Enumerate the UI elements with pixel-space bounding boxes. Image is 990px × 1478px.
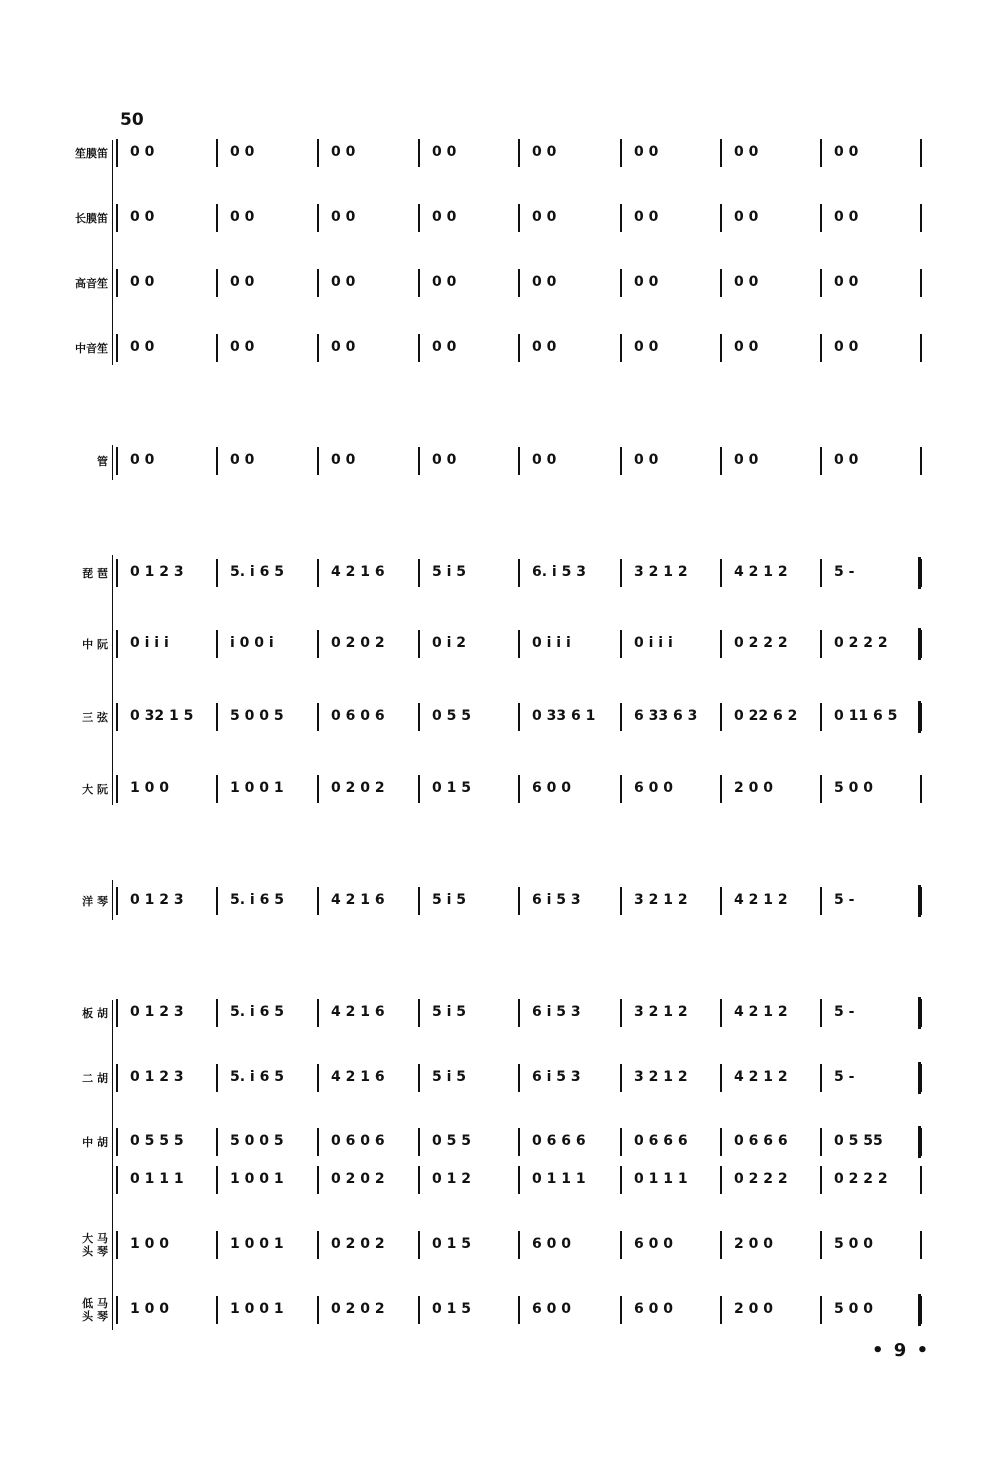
barline [720,1064,722,1092]
measure-notes: 0 0 [532,144,557,160]
barline [317,703,319,731]
barline [418,630,420,658]
measure-notes: 0 33 6 1 [532,708,596,724]
barline [920,1231,922,1259]
measure-notes: 0 0 [532,452,557,468]
measure-notes: 0 0 [834,274,859,290]
system-bracket [112,880,113,920]
barline [820,775,822,803]
barline [820,630,822,658]
measure-notes: 5 0 0 5 [230,1133,284,1149]
measure-notes: 5. i 6 5 [230,564,284,580]
measure-notes: 0 2 2 2 [834,635,888,651]
measure-notes: 5. i 6 5 [230,1004,284,1020]
measure-notes: 0 0 [130,209,155,225]
barline [216,1128,218,1156]
end-barline [918,1126,921,1158]
instrument-label: 洋 琴 [82,894,108,908]
barline [216,630,218,658]
barline [920,1166,922,1194]
barline [820,703,822,731]
staff-start-bar [116,1064,118,1092]
measure-notes: 0 2 0 2 [331,1301,385,1317]
measure-notes: 0 i i i [634,635,673,651]
barline [820,269,822,297]
barline [317,775,319,803]
measure-notes: 0 0 [634,452,659,468]
barline [216,999,218,1027]
measure-notes: 0 0 [734,452,759,468]
barline [418,204,420,232]
measure-notes: 0 0 [734,274,759,290]
measure-notes: 0 0 [734,209,759,225]
system-bracket [112,555,113,805]
barline [720,1128,722,1156]
measure-notes: 5 i 5 [432,564,467,580]
barline [317,139,319,167]
instrument-label: 低 马 头 琴 [82,1297,108,1323]
barline [820,559,822,587]
measure-notes: 0 2 0 2 [331,635,385,651]
barline [518,775,520,803]
barline [317,1128,319,1156]
measure-notes: 0 1 2 3 [130,564,184,580]
measure-notes: 0 2 2 2 [734,635,788,651]
staff-start-bar [116,1166,118,1194]
measure-notes: 4 2 1 6 [331,892,385,908]
barline [418,1064,420,1092]
measure-notes: 5. i 6 5 [230,1069,284,1085]
measure-notes: 5 0 0 [834,780,873,796]
instrument-label: 笙膜笛 [75,146,108,160]
barline [317,334,319,362]
end-barline [918,701,921,733]
barline [620,1128,622,1156]
measure-notes: 5. i 6 5 [230,892,284,908]
barline [820,204,822,232]
instrument-label: 长膜笛 [75,211,108,225]
measure-notes: 0 32 1 5 [130,708,194,724]
measure-notes: 0 2 0 2 [331,1236,385,1252]
measure-notes: 0 0 [532,339,557,355]
barline [820,1064,822,1092]
measure-notes: 1 0 0 [130,1301,169,1317]
end-barline [918,997,921,1029]
measure-notes: 0 0 [130,452,155,468]
measure-notes: 0 6 0 6 [331,708,385,724]
barline [920,447,922,475]
measure-notes: 0 6 6 6 [734,1133,788,1149]
measure-notes: 4 2 1 2 [734,892,788,908]
measure-notes: 0 0 [734,144,759,160]
measure-notes: 2 0 0 [734,1236,773,1252]
measure-notes: 0 i i i [130,635,169,651]
barline [620,703,622,731]
barline [720,887,722,915]
barline [518,1064,520,1092]
barline [620,775,622,803]
barline [216,204,218,232]
measure-notes: 0 i i i [532,635,571,651]
measure-notes: 0 0 [230,274,255,290]
measure-notes: 0 0 [834,209,859,225]
barline [820,887,822,915]
measure-notes: 3 2 1 2 [634,1004,688,1020]
barline [216,1231,218,1259]
measure-notes: 6 0 0 [634,780,673,796]
measure-notes: 0 1 1 1 [532,1171,586,1187]
staff-start-bar [116,334,118,362]
measure-notes: 2 0 0 [734,1301,773,1317]
barline [720,1166,722,1194]
barline [518,269,520,297]
measure-notes: 0 0 [634,144,659,160]
measure-notes: 1 0 0 [130,1236,169,1252]
barline [820,1166,822,1194]
barline [418,447,420,475]
measure-notes: 2 0 0 [734,780,773,796]
staff-start-bar [116,269,118,297]
barline [418,999,420,1027]
barline [418,559,420,587]
barline [418,1166,420,1194]
barline [720,447,722,475]
barline [317,1296,319,1324]
barline [418,887,420,915]
barline [720,630,722,658]
measure-notes: 6. i 5 3 [532,564,586,580]
measure-notes: 0 1 5 [432,780,471,796]
barline [216,775,218,803]
measure-notes: 0 22 6 2 [734,708,798,724]
barline [920,334,922,362]
measure-notes: 0 11 6 5 [834,708,898,724]
barline [920,204,922,232]
end-barline [918,628,921,660]
measure-notes: 6 33 6 3 [634,708,698,724]
barline [418,703,420,731]
instrument-label: 板 胡 [82,1006,108,1020]
measure-notes: 0 6 0 6 [331,1133,385,1149]
staff-start-bar [116,887,118,915]
barline [518,1166,520,1194]
measure-notes: 0 1 5 [432,1236,471,1252]
measure-notes: 0 0 [130,339,155,355]
measure-notes: 1 0 0 1 [230,1171,284,1187]
staff-start-bar [116,139,118,167]
barline [216,1064,218,1092]
measure-notes: 4 2 1 2 [734,564,788,580]
barline [820,334,822,362]
barline [317,999,319,1027]
measure-notes: 4 2 1 2 [734,1004,788,1020]
measure-notes: 0 i 2 [432,635,467,651]
barline [518,703,520,731]
measure-notes: 5 i 5 [432,892,467,908]
barline [518,334,520,362]
end-barline [918,1062,921,1094]
page-number: • 9 • [872,1340,931,1361]
barline [720,559,722,587]
instrument-label: 高音笙 [75,276,108,290]
staff-start-bar [116,204,118,232]
measure-notes: 1 0 0 1 [230,1236,284,1252]
end-barline [918,885,921,917]
barline [620,559,622,587]
measure-notes: 4 2 1 6 [331,1004,385,1020]
measure-notes: 0 0 [834,452,859,468]
measure-notes: 0 0 [532,209,557,225]
measure-notes: 6 0 0 [634,1236,673,1252]
measure-notes: 0 0 [432,339,457,355]
measure-notes: 0 1 1 1 [130,1171,184,1187]
measure-notes: 5 - [834,1069,855,1085]
barline [418,1231,420,1259]
barline [720,334,722,362]
measure-notes: 0 0 [230,209,255,225]
instrument-label: 大 阮 [82,782,108,796]
measure-notes: 0 2 0 2 [331,1171,385,1187]
measure-notes: 0 0 [331,274,356,290]
barline [317,269,319,297]
measure-notes: 0 0 [130,144,155,160]
measure-notes: 0 0 [230,339,255,355]
measure-notes: 0 6 6 6 [634,1133,688,1149]
measure-notes: 0 0 [634,209,659,225]
barline [820,1231,822,1259]
instrument-label: 二 胡 [82,1071,108,1085]
measure-notes: 0 0 [734,339,759,355]
barline [216,334,218,362]
measure-notes: 0 0 [432,452,457,468]
measure-notes: 0 0 [230,452,255,468]
barline [820,1128,822,1156]
measure-notes: 6 0 0 [532,1236,571,1252]
barline [418,139,420,167]
measure-notes: 0 0 [432,144,457,160]
barline [620,204,622,232]
barline [317,887,319,915]
barline [720,1231,722,1259]
instrument-label: 琵 琶 [82,566,108,580]
system-bracket [112,140,113,365]
barline [720,1296,722,1324]
barline [216,1166,218,1194]
staff-start-bar [116,559,118,587]
barline [418,1296,420,1324]
measure-notes: 0 0 [230,144,255,160]
measure-notes: i 0 0 i [230,635,274,651]
measure-notes: 1 0 0 1 [230,1301,284,1317]
measure-notes: 6 0 0 [634,1301,673,1317]
barline [317,1166,319,1194]
barline [216,139,218,167]
staff-start-bar [116,1231,118,1259]
barline [620,999,622,1027]
barline [620,269,622,297]
measure-notes: 6 0 0 [532,780,571,796]
barline [720,703,722,731]
instrument-label: 大 马 头 琴 [82,1232,108,1258]
measure-notes: 0 1 5 [432,1301,471,1317]
measure-notes: 5 i 5 [432,1069,467,1085]
measure-notes: 0 1 2 [432,1171,471,1187]
barline [620,447,622,475]
staff-start-bar [116,447,118,475]
barline [518,139,520,167]
staff-start-bar [116,703,118,731]
measure-notes: 0 0 [331,339,356,355]
measure-notes: 0 2 2 2 [734,1171,788,1187]
staff-start-bar [116,999,118,1027]
measure-notes: 0 1 2 3 [130,892,184,908]
barline [216,1296,218,1324]
measure-notes: 0 0 [532,274,557,290]
barline [920,139,922,167]
measure-notes: 1 0 0 [130,780,169,796]
measure-notes: 1 0 0 1 [230,780,284,796]
measure-notes: 5 0 0 [834,1301,873,1317]
measure-notes: 0 1 2 3 [130,1069,184,1085]
barline [216,887,218,915]
instrument-label: 管 [97,454,108,468]
staff-start-bar [116,1128,118,1156]
measure-notes: 0 0 [432,209,457,225]
measure-notes: 0 0 [331,209,356,225]
measure-notes: 0 5 55 [834,1133,883,1149]
barline [317,1231,319,1259]
measure-notes: 4 2 1 2 [734,1069,788,1085]
measure-number: 50 [120,110,144,130]
barline [620,334,622,362]
barline [518,630,520,658]
system-bracket [112,1000,113,1330]
barline [518,559,520,587]
barline [317,204,319,232]
barline [317,447,319,475]
barline [317,1064,319,1092]
barline [820,139,822,167]
end-barline [918,557,921,589]
measure-notes: 0 0 [432,274,457,290]
staff-start-bar [116,775,118,803]
barline [720,999,722,1027]
measure-notes: 6 i 5 3 [532,1004,581,1020]
measure-notes: 3 2 1 2 [634,564,688,580]
staff-start-bar [116,630,118,658]
staff-start-bar [116,1296,118,1324]
system-bracket [112,445,113,480]
barline [518,447,520,475]
barline [216,559,218,587]
barline [418,775,420,803]
barline [620,887,622,915]
barline [720,139,722,167]
barline [518,1296,520,1324]
instrument-label: 中 胡 [82,1135,108,1149]
barline [620,1064,622,1092]
barline [620,1296,622,1324]
barline [620,139,622,167]
measure-notes: 0 0 [331,452,356,468]
measure-notes: 0 1 2 3 [130,1004,184,1020]
barline [418,334,420,362]
barline [720,204,722,232]
measure-notes: 4 2 1 6 [331,1069,385,1085]
measure-notes: 4 2 1 6 [331,564,385,580]
barline [820,1296,822,1324]
measure-notes: 5 - [834,564,855,580]
barline [317,559,319,587]
barline [518,1128,520,1156]
measure-notes: 0 0 [634,274,659,290]
barline [920,269,922,297]
measure-notes: 0 0 [634,339,659,355]
measure-notes: 0 5 5 [432,1133,471,1149]
barline [216,269,218,297]
instrument-label: 三 弦 [82,710,108,724]
barline [720,775,722,803]
barline [518,1231,520,1259]
measure-notes: 0 5 5 [432,708,471,724]
measure-notes: 3 2 1 2 [634,1069,688,1085]
measure-notes: 0 2 0 2 [331,780,385,796]
barline [216,703,218,731]
measure-notes: 5 - [834,1004,855,1020]
measure-notes: 0 6 6 6 [532,1133,586,1149]
measure-notes: 5 - [834,892,855,908]
barline [216,447,218,475]
end-barline [918,1294,921,1326]
barline [720,269,722,297]
measure-notes: 0 0 [331,144,356,160]
barline [620,630,622,658]
barline [620,1166,622,1194]
measure-notes: 0 0 [834,339,859,355]
barline [920,775,922,803]
measure-notes: 5 i 5 [432,1004,467,1020]
measure-notes: 6 0 0 [532,1301,571,1317]
barline [418,1128,420,1156]
measure-notes: 0 5 5 5 [130,1133,184,1149]
barline [518,887,520,915]
instrument-label: 中音笙 [75,341,108,355]
barline [418,269,420,297]
barline [820,447,822,475]
instrument-label: 中 阮 [82,637,108,651]
barline [317,630,319,658]
barline [518,999,520,1027]
measure-notes: 5 0 0 5 [230,708,284,724]
measure-notes: 0 1 1 1 [634,1171,688,1187]
measure-notes: 0 0 [834,144,859,160]
measure-notes: 3 2 1 2 [634,892,688,908]
measure-notes: 6 i 5 3 [532,1069,581,1085]
barline [820,999,822,1027]
measure-notes: 0 2 2 2 [834,1171,888,1187]
barline [518,204,520,232]
barline [620,1231,622,1259]
measure-notes: 5 0 0 [834,1236,873,1252]
measure-notes: 0 0 [130,274,155,290]
measure-notes: 6 i 5 3 [532,892,581,908]
